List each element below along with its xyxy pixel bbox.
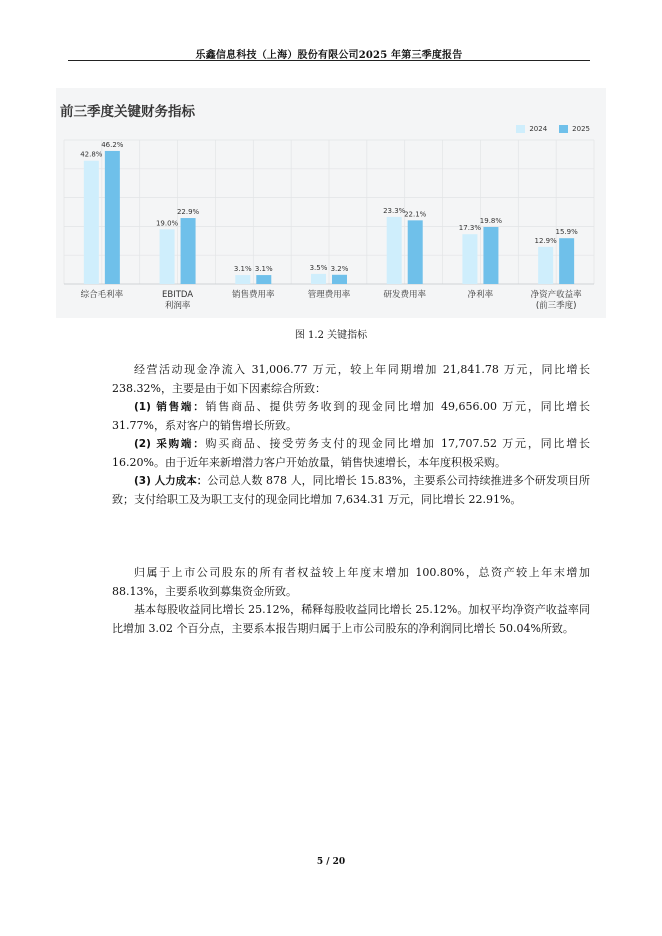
page-header: 乐鑫信息科技（上海）股份有限公司2025 年第三季度报告 — [195, 50, 463, 61]
data-label-2024-6: 12.9% — [534, 236, 557, 245]
data-label-2025-2: 3.1% — [254, 265, 273, 274]
body-text-block-2 — [112, 564, 590, 638]
sales-text: 销售商品、提供劳务收到的现金同比增加 49,656.00 万元，同比增长 31.77%，系对客户的销售增长所致。 — [112, 400, 590, 432]
paragraph-sales — [112, 398, 590, 435]
bar-2024-0 — [84, 161, 99, 284]
data-label-2024-5: 17.3% — [458, 224, 482, 233]
header-divider — [68, 60, 590, 61]
bar-2024-4 — [387, 217, 402, 284]
category-label-6: (前三季度) — [535, 301, 577, 311]
data-label-2025-6: 15.9% — [555, 228, 578, 237]
category-label-5: 净利率 — [467, 290, 494, 300]
bar-2024-6 — [538, 247, 553, 284]
paragraph-procurement — [112, 435, 590, 472]
category-label-4: 研发费用率 — [383, 290, 426, 300]
chart-title: 前三季度关键财务指标 — [60, 104, 195, 120]
category-label-1: 利润率 — [164, 301, 191, 311]
data-label-2025-5: 19.8% — [479, 216, 503, 225]
bar-2024-1 — [160, 229, 175, 284]
category-label-6: 净资产收益率 — [530, 290, 582, 300]
bar-2024-3 — [311, 274, 326, 284]
data-label-2025-0: 46.2% — [101, 140, 124, 149]
paragraph-equity: 归属于上市公司股东的所有者权益较上年度末增加 100.80%，总资产较上年末增加 88.13%，主要系收到募集资金所致。 — [112, 566, 590, 598]
category-label-2: 销售费用率 — [232, 290, 275, 300]
data-label-2025-4: 22.1% — [404, 210, 427, 219]
legend-label-2025: 2025 — [572, 125, 590, 133]
data-label-2024-0: 42.8% — [80, 150, 103, 159]
figure-caption: 图 1.2 关键指标 — [294, 330, 368, 341]
data-label-2025-3: 3.2% — [330, 264, 349, 273]
body-text-block-1 — [112, 361, 590, 509]
category-label-1: EBITDA — [162, 290, 194, 300]
legend-label-2024: 2024 — [529, 125, 548, 133]
procurement-label: (2) 采购端： — [134, 438, 206, 450]
paragraph-cash-flow: 经营活动现金净流入 31,006.77 万元，较上年同期增加 21,841.78 万元，同比增长 238.32%，主要是由于如下因素综合所致： — [112, 363, 590, 395]
labor-cost-label: (3) 人力成本： — [134, 475, 208, 487]
sales-label: (1) 销售端： — [134, 401, 206, 413]
bar-2025-5 — [483, 227, 498, 284]
data-label-2024-1: 19.0% — [155, 219, 179, 228]
bar-2025-2 — [256, 275, 271, 284]
procurement-text: 购买商品、接受劳务支付的现金同比增加 17,707.52 万元，同比增长 16.20%。由于近年来新增潜力客户开始放量，销售快速增长，本年度积极采购。 — [112, 437, 590, 469]
bar-chart — [56, 88, 606, 318]
bar-2025-4 — [408, 220, 423, 284]
chart-figure — [56, 88, 606, 318]
data-label-2024-3: 3.5% — [309, 263, 328, 272]
bar-2025-6 — [559, 238, 574, 284]
data-label-2025-1: 22.9% — [176, 208, 200, 217]
labor-cost-text: 公司总人数 878 人，同比增长 15.83%，主要系公司持续推进多个研发项目所致；支付给职工及为职工支付的现金同比增加 7,634.31 万元，同比增长 22.91%。 — [112, 474, 590, 506]
category-label-3: 管理费用率 — [307, 290, 351, 300]
bar-2025-1 — [181, 218, 196, 284]
data-label-2024-2: 3.1% — [233, 265, 252, 274]
data-label-2024-4: 23.3% — [383, 206, 406, 215]
paragraph-eps: 基本每股收益同比增长 25.12%，稀释每股收益同比增长 25.12%。加权平均净资产收益率同比增加 3.02 个百分点，主要系本报告期归属于上市公司股东的净利润同比增长 50.04%所致。 — [112, 603, 590, 635]
bar-2024-5 — [462, 234, 477, 284]
paragraph-labor-cost — [112, 472, 590, 509]
bar-2025-3 — [332, 275, 347, 284]
page-number: 5 / 20 — [316, 857, 346, 867]
bar-2024-2 — [235, 275, 250, 284]
bar-2025-0 — [105, 151, 120, 284]
category-label-0: 综合毛利率 — [80, 290, 124, 300]
